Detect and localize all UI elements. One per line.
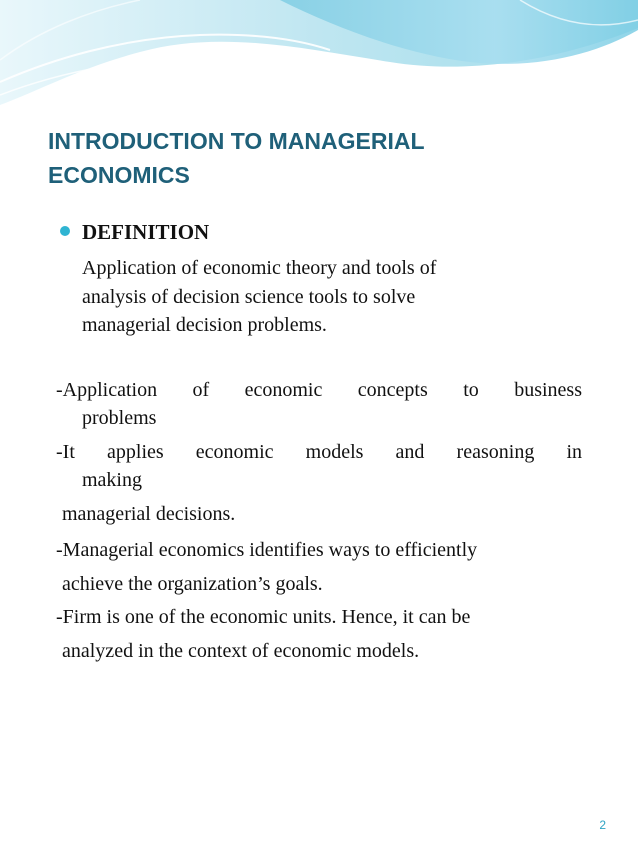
- point-1-line-2: problems: [82, 407, 157, 429]
- definition-line-3: managerial decision problems.: [82, 314, 327, 336]
- point-2-line-3: managerial decisions.: [62, 503, 236, 525]
- point-2-line-1: -It applies economic models and reasoning in: [56, 441, 582, 463]
- definition-line-2: analysis of decision science tools to solve: [82, 285, 416, 308]
- slide-title-line-1: INTRODUCTION TO MANAGERIAL: [48, 128, 425, 154]
- definition-text: [82, 254, 572, 340]
- point-3-line-1: -Managerial economics identifies ways to efficiently: [56, 539, 478, 561]
- point-1-line-1: -Application of economic concepts to business: [56, 379, 582, 401]
- definition-heading: DEFINITION: [82, 220, 210, 244]
- point-2: [56, 438, 582, 528]
- page-number: 2: [599, 818, 606, 832]
- definition-line-1: Application of economic theory and tools of: [82, 257, 437, 279]
- point-2-line-2: making: [82, 469, 142, 491]
- slide-title: [48, 124, 608, 192]
- point-4: [56, 603, 582, 665]
- point-1: [56, 376, 582, 432]
- slide-title-line-2: ECONOMICS: [48, 162, 190, 188]
- point-4-line-1: -Firm is one of the economic units. Hence, it can be: [56, 606, 471, 628]
- bullet-dot-icon: [60, 226, 70, 236]
- point-3: [56, 536, 582, 598]
- header-wave-decoration: [0, 0, 638, 120]
- point-3-line-2: achieve the organization’s goals.: [62, 573, 323, 595]
- point-4-line-2: analyzed in the context of economic models.: [62, 640, 420, 662]
